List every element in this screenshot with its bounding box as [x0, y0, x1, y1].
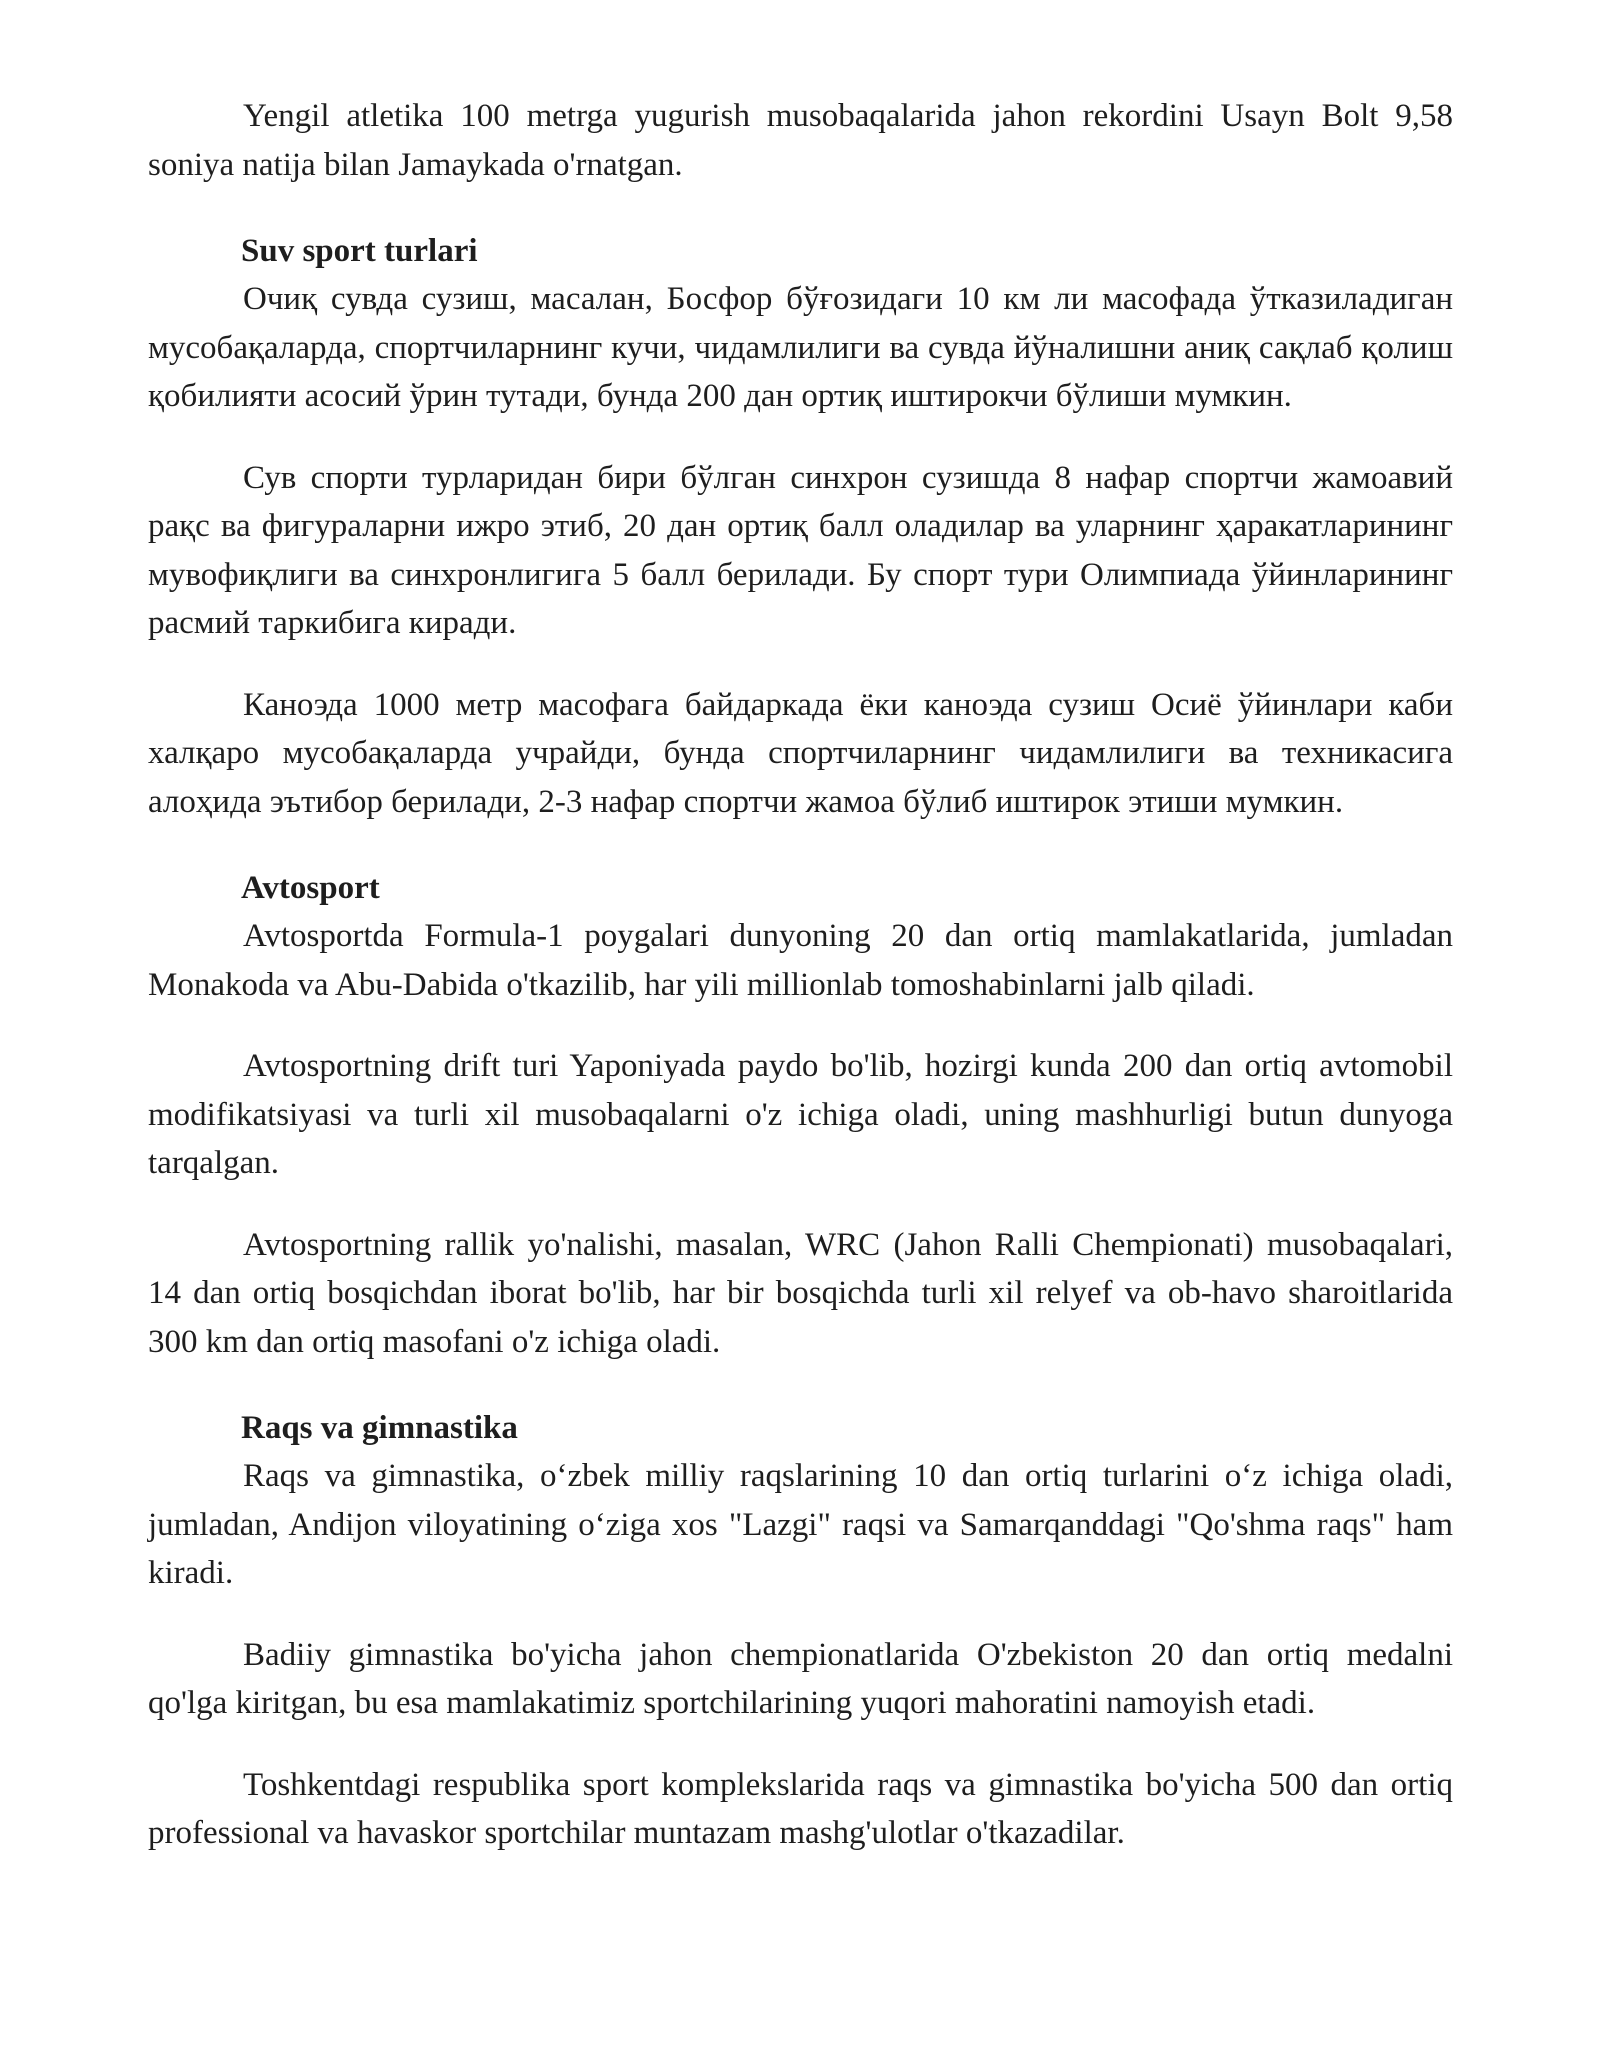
paragraph-canoe: Каноэда 1000 метр масофага байдаркада ёки каноэда сузиш Осиё ўйинлари каби халқаро мусобақаларда учрайди, бунда спортчиларнинг чидамлилиги ва техникасига алоҳида эътибор берилади, 2-3 нафар спортчи жамоа бўлиб иштирок этиши мумкин. — [148, 686, 1453, 820]
paragraph-drift: Avtosportning drift turi Yaponiyada paydo bo'lib, hozirgi kunda 200 dan ortiq avtomobil modifikatsiyasi va turli xil musobaqalarni o'z ichiga oladi, uning mashhurligi butun dunyoga tarqalgan. — [148, 1048, 1453, 1181]
document-page — [148, 92, 1453, 1858]
paragraph-tashkent-complexes: Toshkentdagi respublika sport komplekslarida raqs va gimnastika bo'yicha 500 dan ortiq professional va havaskor sportchilar muntazam mashg'ulotlar o'tkazadilar. — [148, 1766, 1453, 1851]
heading-water-sports: Suv sport turlari — [241, 233, 478, 269]
paragraph-national-dance: Raqs va gimnastika, oʻzbek milliy raqslarining 10 dan ortiq turlarini oʻz ichiga oladi, jumladan, Andijon viloyatining oʻziga xos "Lazgi" raqsi va Samarqanddagi "Qo'shma raqs" ham kiradi. — [148, 1458, 1453, 1591]
heading-motorsport: Avtosport — [241, 870, 380, 906]
paragraph-formula-1: Avtosportda Formula-1 poygalari dunyoning 20 dan ortiq mamlakatlarida, jumladan Monakoda va Abu-Dabida o'tkazilib, har yili millionlab tomoshabinlarni jalb qiladi. — [148, 918, 1453, 1003]
heading-dance-gymnastics: Raqs va gimnastika — [241, 1410, 518, 1446]
paragraph-athletics: Yengil atletika 100 metrga yugurish musobaqalarida jahon rekordini Usayn Bolt 9,58 soniya natija bilan Jamaykada o'rnatgan. — [148, 98, 1453, 183]
paragraph-rally: Avtosportning rallik yo'nalishi, masalan, WRC (Jahon Ralli Chempionati) musobaqalari, 14 dan ortiq bosqichdan iborat bo'lib, har bir bosqichda turli xil relyef va ob-havo sharoitlarida 300 km dan ortiq masofani o'z ichiga oladi. — [148, 1226, 1453, 1360]
paragraph-rhythmic-gymnastics: Badiiy gimnastika bo'yicha jahon chempionatlarida O'zbekiston 20 dan ortiq medalni qo'lga kiritgan, bu esa mamlakatimiz sportchilarining yuqori mahoratini namoyish etadi. — [148, 1636, 1453, 1721]
paragraph-synchro-swimming: Сув спорти турларидан бири бўлган синхрон сузишда 8 нафар спортчи жамоавий рақс ва фигураларни ижро этиб, 20 дан ортиқ балл оладилар ва уларнинг ҳаракатларининг мувофиқлиги ва синхронлигига 5 балл берилади. Бу спорт тури Олимпиада ўйинларининг расмий таркибига киради. — [148, 459, 1453, 641]
paragraph-open-water: Очиқ сувда сузиш, масалан, Босфор бўғозидаги 10 км ли масофада ўтказиладиган мусобақаларда, спортчиларнинг кучи, чидамлилиги ва сувда йўналишни аниқ сақлаб қолиш қобилияти асосий ўрин тутади, бунда 200 дан ортиқ иштирокчи бўлиши мумкин. — [148, 281, 1453, 414]
